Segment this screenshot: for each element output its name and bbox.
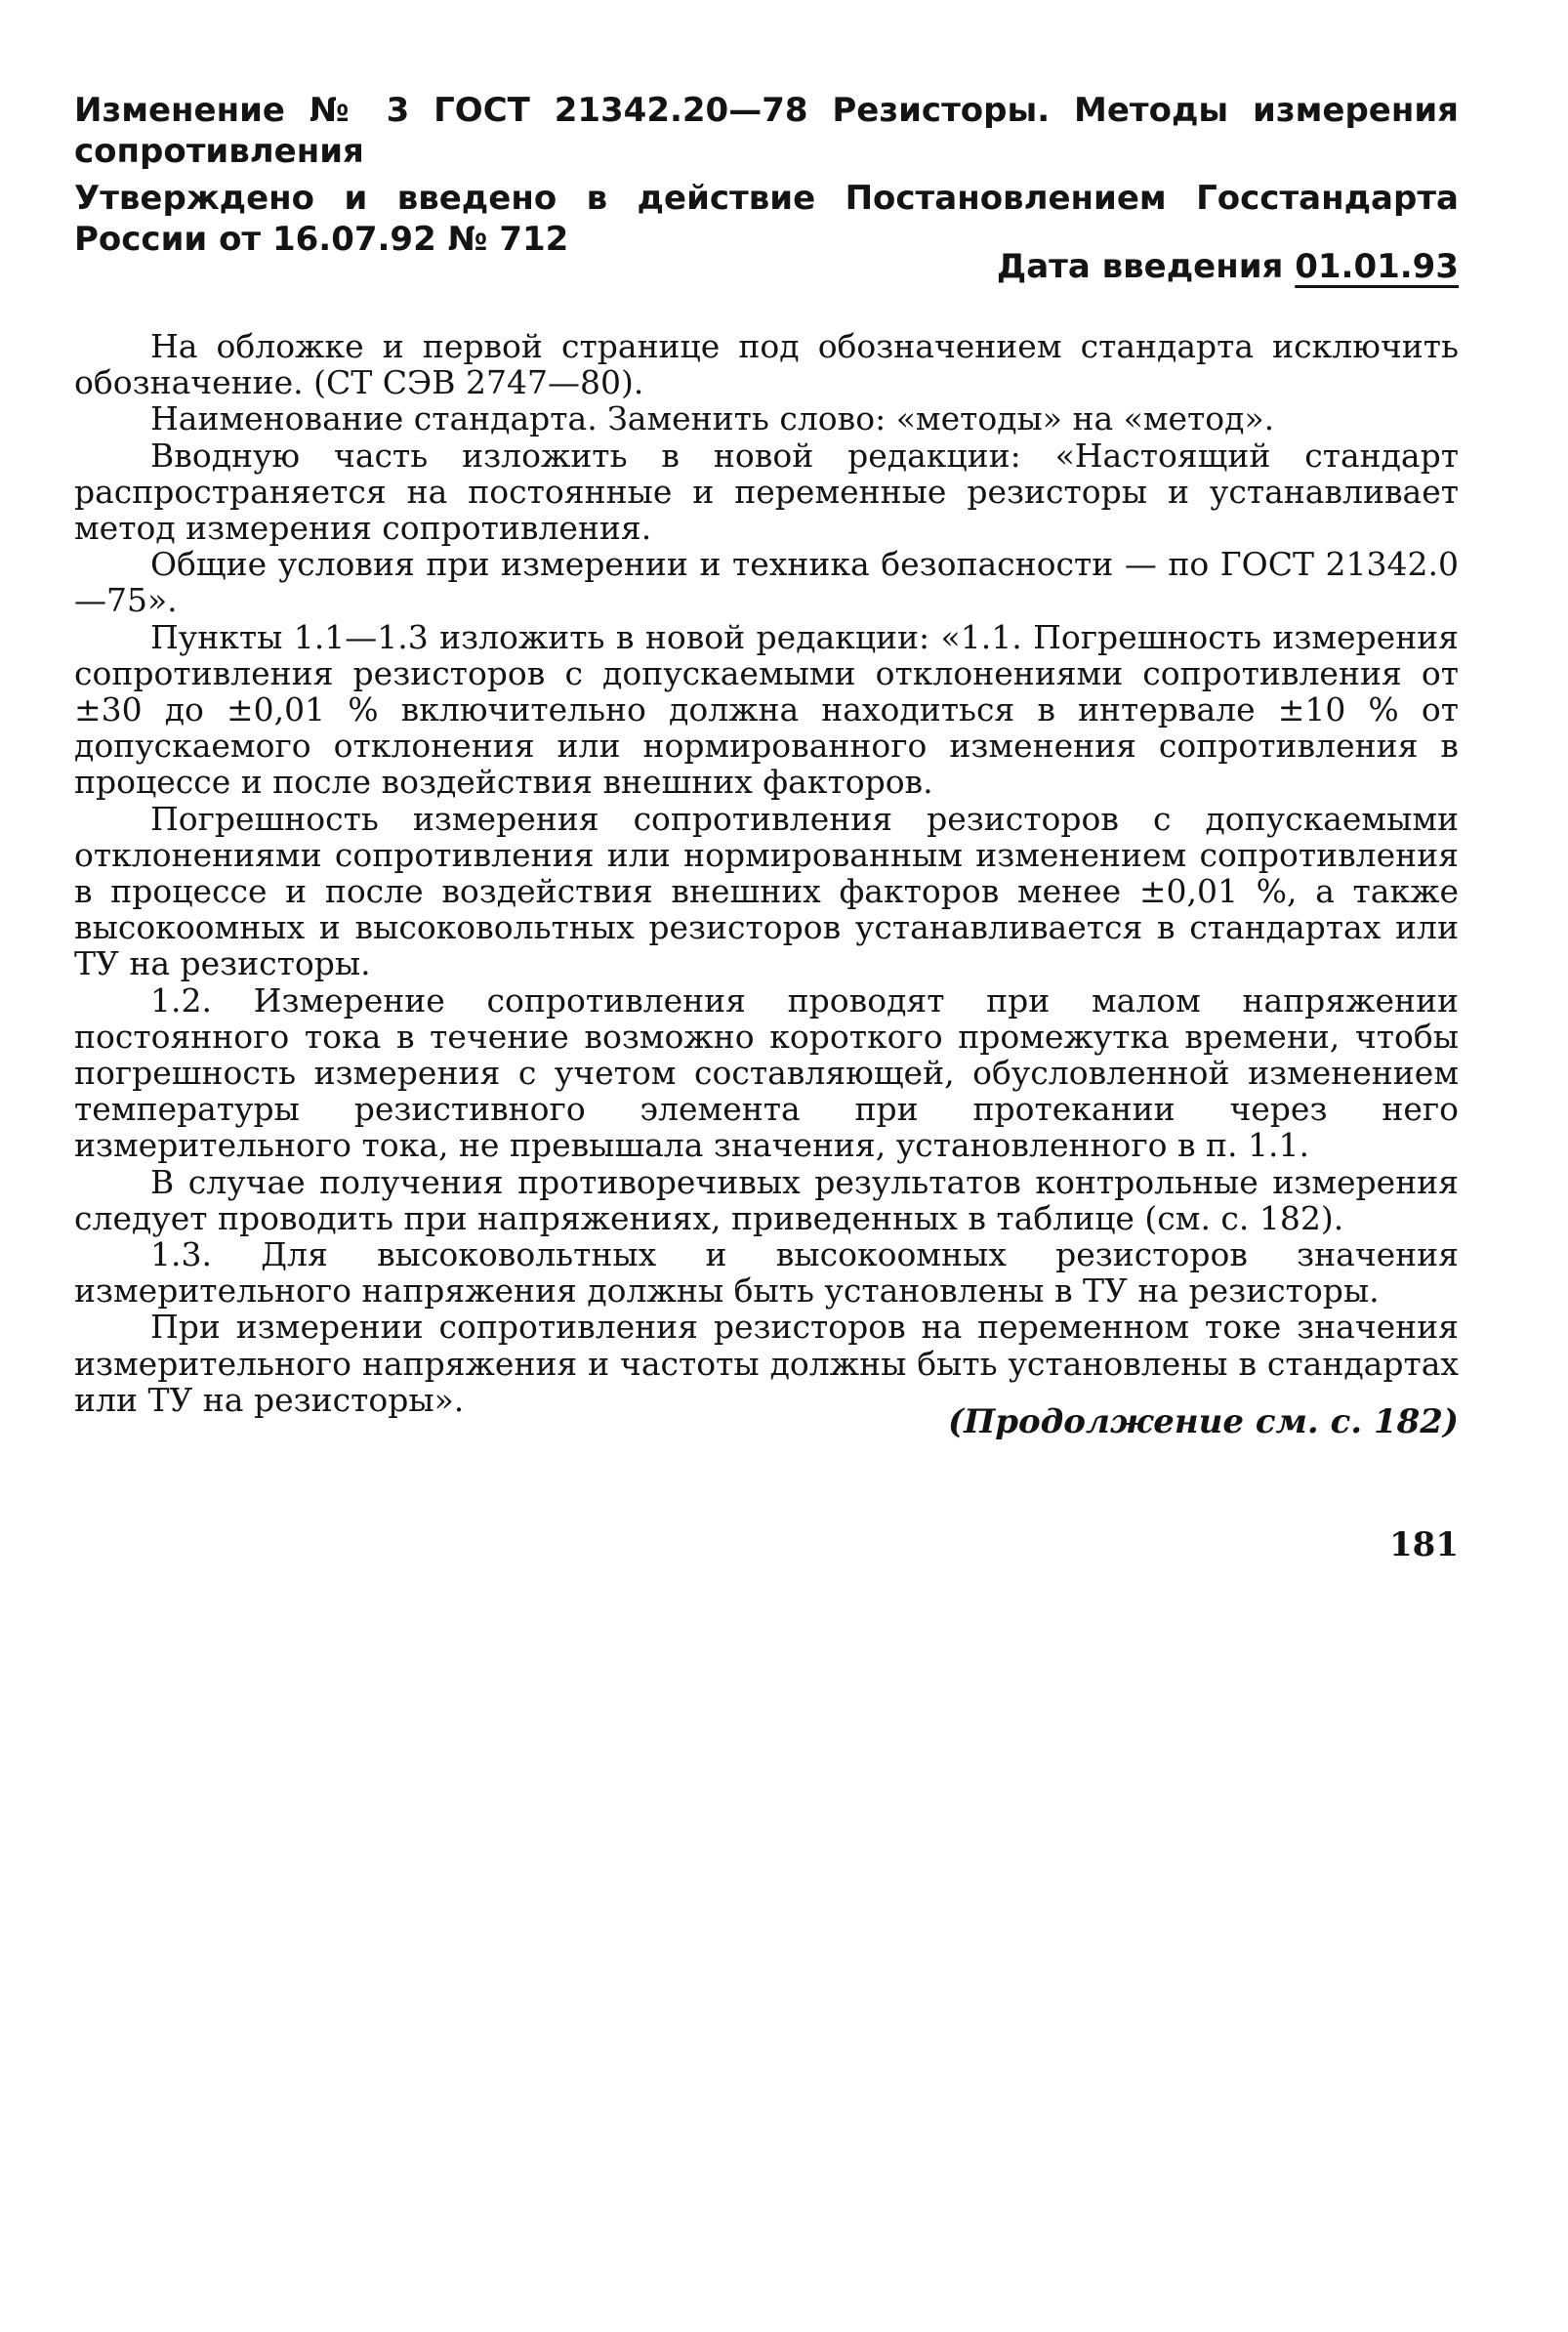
paragraph: Наименование стандарта. Заменить слово: «методы» на «метод». [150,399,1275,438]
change-title-text: Изменение № 3 ГОСТ 21342.20—78 Резисторы. Методы измерения сопротивления [74,91,1459,171]
effective-date-value: 01.01.93 [1295,247,1459,286]
approval-text: Утверждено и введено в действие Постановлением Госстандарта России от 16.07.92 № 712 [74,179,1459,259]
paragraph: Вводную часть изложить в новой редакции: «Настоящий стандарт распространяется на постоянные и переменные резисторы и устанавливает метод измерения сопротивления. [74,436,1459,548]
paragraph: 1.2. Измерение сопротивления проводят при малом напряжении постоянного тока в течение возможно короткого промежутка времени, чтобы погрешность измерения с учетом составляющей, обусловленной изменением температуры резистивного элемента при протекании через него измерительного тока, не превышала значения, установленного в п. 1.1. [74,980,1459,1165]
paragraph: На обложке и первой странице под обозначением стандарта исключить обозначение. (СТ СЭВ 2747—80). [74,327,1459,402]
effective-date-label: Дата введения [996,247,1284,286]
page-number: 181 [1389,1525,1459,1564]
paragraph: В случае получения противоречивых результатов контрольные измерения следует проводить при напряжениях, приведенных в таблице (см. с. 182). [74,1162,1459,1237]
body-text [74,328,1459,1418]
paragraph: Пункты 1.1—1.3 изложить в новой редакции: «1.1. Погрешность измерения сопротивления резисторов с допускаемыми отклонениями сопротивления от ±30 до ±0,01 % включительно должна находиться в интервале ±10 % от допускаемого отклонения или нормированного изменения сопротивления в процессе и после воздействия внешних факторов. [74,617,1459,802]
paragraph: 1.3. Для высоковольтных и высокоомных резисторов значения измерительного напряжения должны быть установлены в ТУ на резисторы. [74,1235,1459,1311]
continuation-note: (Продолжение см. с. 182) [948,1402,1459,1441]
effective-date [74,246,1459,287]
paragraph: При измерении сопротивления резисторов на переменном токе значения измерительного напряжения и частоты должны быть установлены в стандартах или ТУ на резисторы». [74,1308,1459,1419]
paragraph: Погрешность измерения сопротивления резисторов с допускаемыми отклонениями сопротивления или нормированным изменением сопротивления в процессе и после воздействия внешних факторов менее ±0,01 %, а также высокоомных и высоковольтных резисторов устанавливается в стандартах или ТУ на резисторы. [74,799,1459,983]
change-title [74,90,1459,172]
paragraph: Общие условия при измерении и техника безопасности — по ГОСТ 21342.0—75». [74,545,1459,620]
